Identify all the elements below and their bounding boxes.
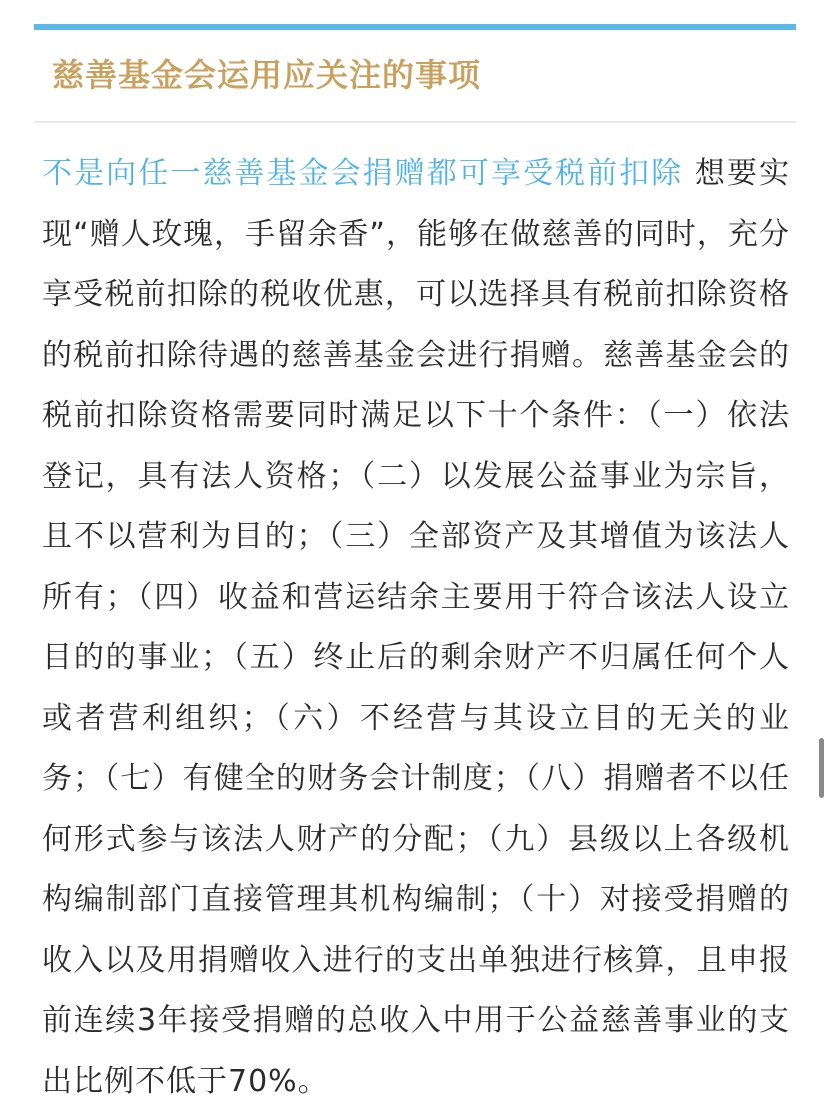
section-title: 慈善基金会运用应关注的事项 xyxy=(52,56,482,94)
body-text: 想要实现“赠人玫瑰，手留余香”，能够在做慈善的同时，充分享受税前扣除的税收优惠，可以选择具有税前扣除资格的税前扣除待遇的慈善基金会进行捐赠。慈善基金会的税前扣除资格需要同时满足以下十个条件：（一）依法登记，具有法人资格；（二）以发展公益事业为宗旨，且不以营利为目的；（三）全部资产及其增值为该法人所有；（四）收益和营运结余主要用于符合该法人设立目的的事业；（五）终止后的剩余财产不归属任何个人或者营利组织；（六）不经营与其设立目的无关的业务；（七）有健全的财务会计制度；（八）捐赠者不以任何形式参与该法人财产的分配；（九）县级以上各级机构编制部门直接管理其机构编制；（十）对接受捐赠的收入以及用捐赠收入进行的支出单独进行核算，且申报前连续3年接受捐赠的总收入中用于公益慈善事业的支出比例不低于70%。 xyxy=(42,156,791,1099)
scrollbar[interactable] xyxy=(819,738,824,798)
section-accent-bar xyxy=(34,24,796,30)
article-body xyxy=(42,144,790,1112)
highlight-link[interactable]: 不是向任一慈善基金会捐赠都可享受税前扣除 xyxy=(42,156,684,191)
divider xyxy=(34,121,796,123)
